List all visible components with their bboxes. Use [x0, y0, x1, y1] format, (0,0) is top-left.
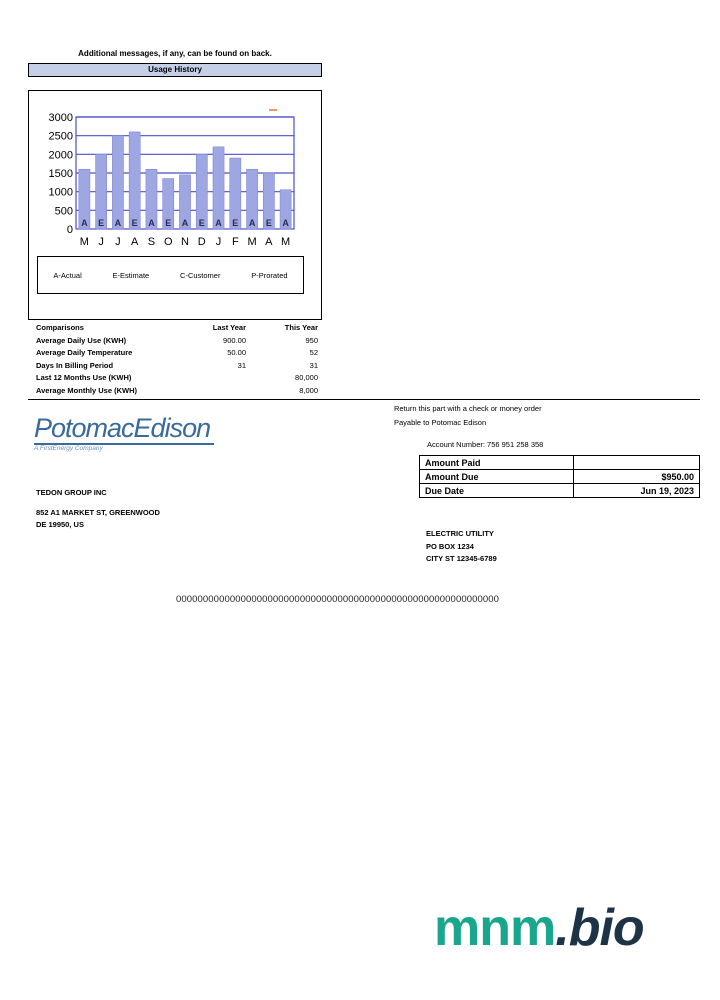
chart-legend [37, 256, 304, 294]
bar-read-type-label: A [215, 218, 222, 228]
remit-line-1: ELECTRIC UTILITY [426, 529, 494, 538]
row-label: Average Daily Use (KWH) [36, 335, 127, 345]
row-last-year: 900.00 [223, 335, 246, 345]
x-tick-label: J [115, 236, 121, 248]
legend-customer: C-Customer [180, 270, 221, 280]
table-row [36, 372, 318, 385]
customer-address-line-1: 852 A1 MARKET ST, GREENWOOD [36, 507, 160, 517]
remit-line-2: PO BOX 1234 [426, 541, 474, 551]
bar-read-type-label: E [98, 218, 105, 228]
x-tick-label: M [281, 236, 291, 248]
table-row [36, 347, 318, 360]
x-tick-label: J [215, 236, 222, 248]
legend-estimate: E-Estimate [112, 270, 150, 280]
row-this-year: 31 [309, 360, 318, 370]
y-tick-label: 1000 [48, 186, 73, 199]
row-this-year: 8,000 [299, 385, 318, 395]
return-line-2: Payable to Potomac Edison [394, 418, 487, 427]
y-tick-label: 0 [66, 224, 73, 236]
row-label: Average Daily Temperature [36, 348, 133, 357]
comparisons-header-row [36, 322, 318, 335]
back-messages-note: Additional messages, if any, can be found on back. [78, 49, 272, 58]
amount-paid-label: Amount Paid [420, 456, 574, 470]
y-tick-label: 2000 [48, 149, 73, 162]
y-tick-label: 500 [54, 205, 73, 218]
comparisons-table [36, 322, 318, 397]
bar-read-type-label: A [81, 218, 88, 228]
watermark-part-1: mnm [434, 899, 556, 957]
x-tick-label: M [247, 236, 257, 248]
legend-prorated: P-Prorated [251, 270, 288, 280]
bar-read-type-label: A [114, 218, 122, 228]
usage-bar [129, 132, 140, 229]
table-row [36, 385, 318, 398]
x-tick-label: S [147, 236, 156, 248]
x-tick-label: A [265, 236, 273, 248]
legend-actual: A-Actual [53, 270, 82, 280]
x-tick-label: M [79, 236, 89, 248]
stub-separator-line [28, 399, 700, 400]
bar-read-type-label: E [232, 218, 239, 228]
bar-read-type-label: E [131, 218, 138, 228]
row-last-year [186, 385, 246, 398]
payment-summary-table [419, 455, 700, 498]
customer-address [36, 487, 160, 532]
bar-read-type-label: E [265, 218, 272, 228]
due-date-label: Due Date [420, 484, 574, 498]
row-label: Average Monthly Use (KWH) [36, 385, 137, 395]
this-year-header: This Year [284, 323, 318, 332]
mnm-bio-watermark [434, 898, 644, 958]
return-instructions [394, 402, 542, 430]
row-this-year: 950 [305, 335, 318, 345]
due-date-value: Jun 19, 2023 [574, 484, 700, 498]
bar-read-type-label: A [181, 218, 189, 228]
row-last-year [186, 372, 246, 385]
customer-name: TEDON GROUP INC [36, 488, 107, 497]
table-row [420, 484, 700, 498]
comparisons-header: Comparisons [36, 323, 84, 332]
last-year-header: Last Year [212, 323, 246, 332]
bar-read-type-label: A [148, 218, 155, 228]
row-this-year: 52 [309, 348, 318, 357]
bar-read-type-label: E [198, 218, 205, 228]
row-last-year: 50.00 [227, 348, 246, 357]
x-tick-label: A [131, 236, 139, 248]
amount-paid-field[interactable] [574, 456, 700, 470]
x-tick-label: O [163, 236, 173, 248]
customer-address-line-2: DE 19950, US [36, 520, 84, 529]
y-tick-label: 1500 [48, 168, 73, 180]
y-tick-label: 2500 [48, 130, 73, 143]
table-row [420, 456, 700, 470]
table-row [36, 360, 318, 373]
y-tick-label: 3000 [48, 112, 73, 124]
amount-due-value: $950.00 [574, 470, 700, 484]
amount-due-label: Amount Due [420, 470, 574, 484]
row-this-year: 80,000 [295, 373, 318, 382]
usage-bar [213, 147, 224, 229]
watermark-part-2: .bio [555, 899, 644, 957]
return-line-1: Return this part with a check or money order [394, 404, 542, 413]
row-label: Days In Billing Period [36, 360, 114, 370]
x-tick-label: N [181, 236, 189, 248]
usage-bar [112, 136, 123, 229]
potomac-edison-logo: PotomacEdison [34, 413, 211, 443]
usage-history-header: Usage History [28, 63, 322, 77]
account-number: Account Number: 756 951 258 358 [427, 440, 544, 449]
table-row [36, 335, 318, 348]
remit-address [426, 528, 497, 566]
row-label: Last 12 Months Use (KWH) [36, 373, 132, 382]
x-tick-label: J [98, 236, 104, 248]
x-tick-label: D [197, 236, 206, 248]
remit-line-3: CITY ST 12345-6789 [426, 554, 497, 563]
bar-read-type-label: E [165, 218, 172, 228]
x-tick-label: F [231, 236, 239, 248]
bar-read-type-label: A [282, 218, 289, 228]
logo-tagline: A FirstEnergy Company [34, 445, 103, 452]
bar-read-type-label: A [248, 218, 256, 228]
row-last-year: 31 [237, 360, 246, 370]
table-row [420, 470, 700, 484]
scan-line: 000000000000000000000000000000000000000000000000000000000000 [176, 594, 500, 605]
